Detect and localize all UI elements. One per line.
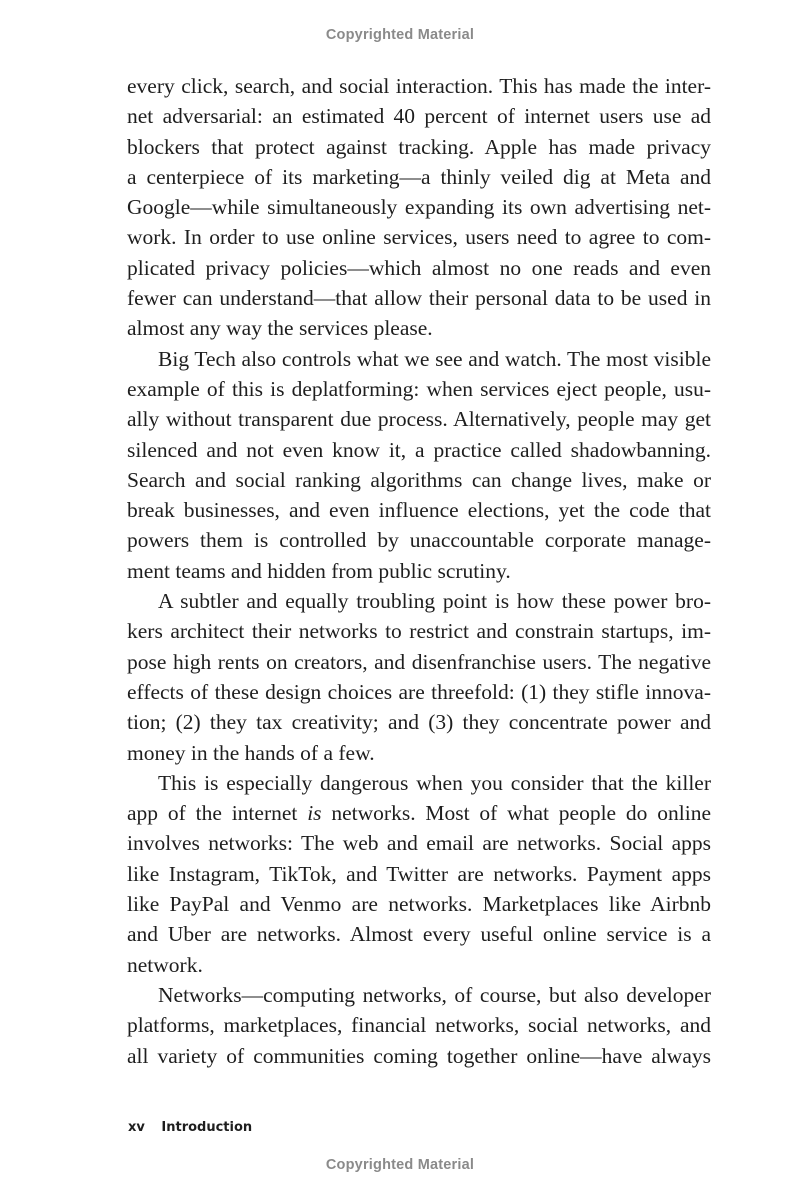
copyright-watermark-top: Copyrighted Material (325, 27, 475, 43)
copyright-watermark-bottom: Copyrighted Material (325, 1157, 475, 1173)
text-line-with-italic (127, 798, 711, 828)
text-line: like PayPal and Venmo are networks. Marketplaces like Airbnb (127, 892, 711, 917)
paragraph (127, 586, 711, 768)
text-line: money in the hands of a few. (127, 740, 375, 765)
text-line: a centerpiece of its marketing—a thinly veiled dig at Meta and (127, 164, 711, 189)
text-line: work. In order to use online services, users need to agree to com- (127, 225, 711, 250)
text-line: silenced and not even know it, a practice called shadowbanning. (127, 437, 711, 462)
text-line: blockers that protect against tracking. Apple has made privacy (127, 134, 711, 159)
text-line: pose high rents on creators, and disenfranchise users. The negative (127, 649, 711, 674)
text-line: example of this is deplatforming: when services eject people, usu- (127, 376, 711, 401)
text-line: platforms, marketplaces, financial networks, social networks, and (127, 1013, 711, 1038)
text-line: all variety of communities coming together online—have always (127, 1043, 711, 1068)
text-line: almost any way the services please. (127, 316, 433, 341)
text-line: fewer can understand—that allow their personal data to be used in (127, 286, 711, 311)
paragraph (127, 768, 711, 980)
text-line: effects of these design choices are threefold: (1) they stifle innova- (127, 679, 711, 704)
italic-emphasis: is (307, 801, 322, 826)
text-line: involves networks: The web and email are networks. Social apps (127, 831, 711, 856)
text-line: kers architect their networks to restrict and constrain startups, im- (127, 619, 711, 644)
page-body-text (127, 71, 711, 1071)
text-line: and Uber are networks. Almost every useful online service is a (127, 922, 711, 947)
text-line: Google—while simultaneously expanding its own advertising net- (127, 195, 711, 220)
text-segment: networks. Most of what people do online (321, 801, 711, 826)
text-line: tion; (2) they tax creativity; and (3) they concentrate power and (127, 710, 711, 735)
text-line: break businesses, and even influence elections, yet the code that (127, 498, 711, 523)
paragraph (127, 344, 711, 586)
text-line: ment teams and hidden from public scrutiny. (127, 558, 511, 583)
text-line: This is especially dangerous when you consider that the killer (158, 770, 711, 795)
text-line: plicated privacy policies—which almost no one reads and even (127, 255, 711, 280)
text-segment: app of the internet (127, 801, 308, 826)
text-line: network. (127, 952, 203, 977)
text-line: net adversarial: an estimated 40 percent of internet users use ad (127, 104, 711, 129)
text-line: A subtler and equally troubling point is how these power bro- (158, 589, 711, 614)
text-line: every click, search, and social interaction. This has made the inter- (127, 74, 711, 98)
page-number: xv (128, 1120, 145, 1135)
paragraph (127, 71, 711, 344)
page-footer (128, 1120, 252, 1135)
text-line: like Instagram, TikTok, and Twitter are networks. Payment apps (127, 861, 711, 886)
text-line: ally without transparent due process. Alternatively, people may get (127, 407, 711, 432)
text-line: Networks—computing networks, of course, but also developer (158, 982, 711, 1007)
text-line: Search and social ranking algorithms can change lives, make or (127, 467, 711, 492)
running-head: Introduction (161, 1120, 253, 1135)
text-line: Big Tech also controls what we see and watch. The most visible (158, 346, 711, 371)
text-line: powers them is controlled by unaccountable corporate manage- (127, 528, 711, 553)
paragraph (127, 980, 711, 1071)
